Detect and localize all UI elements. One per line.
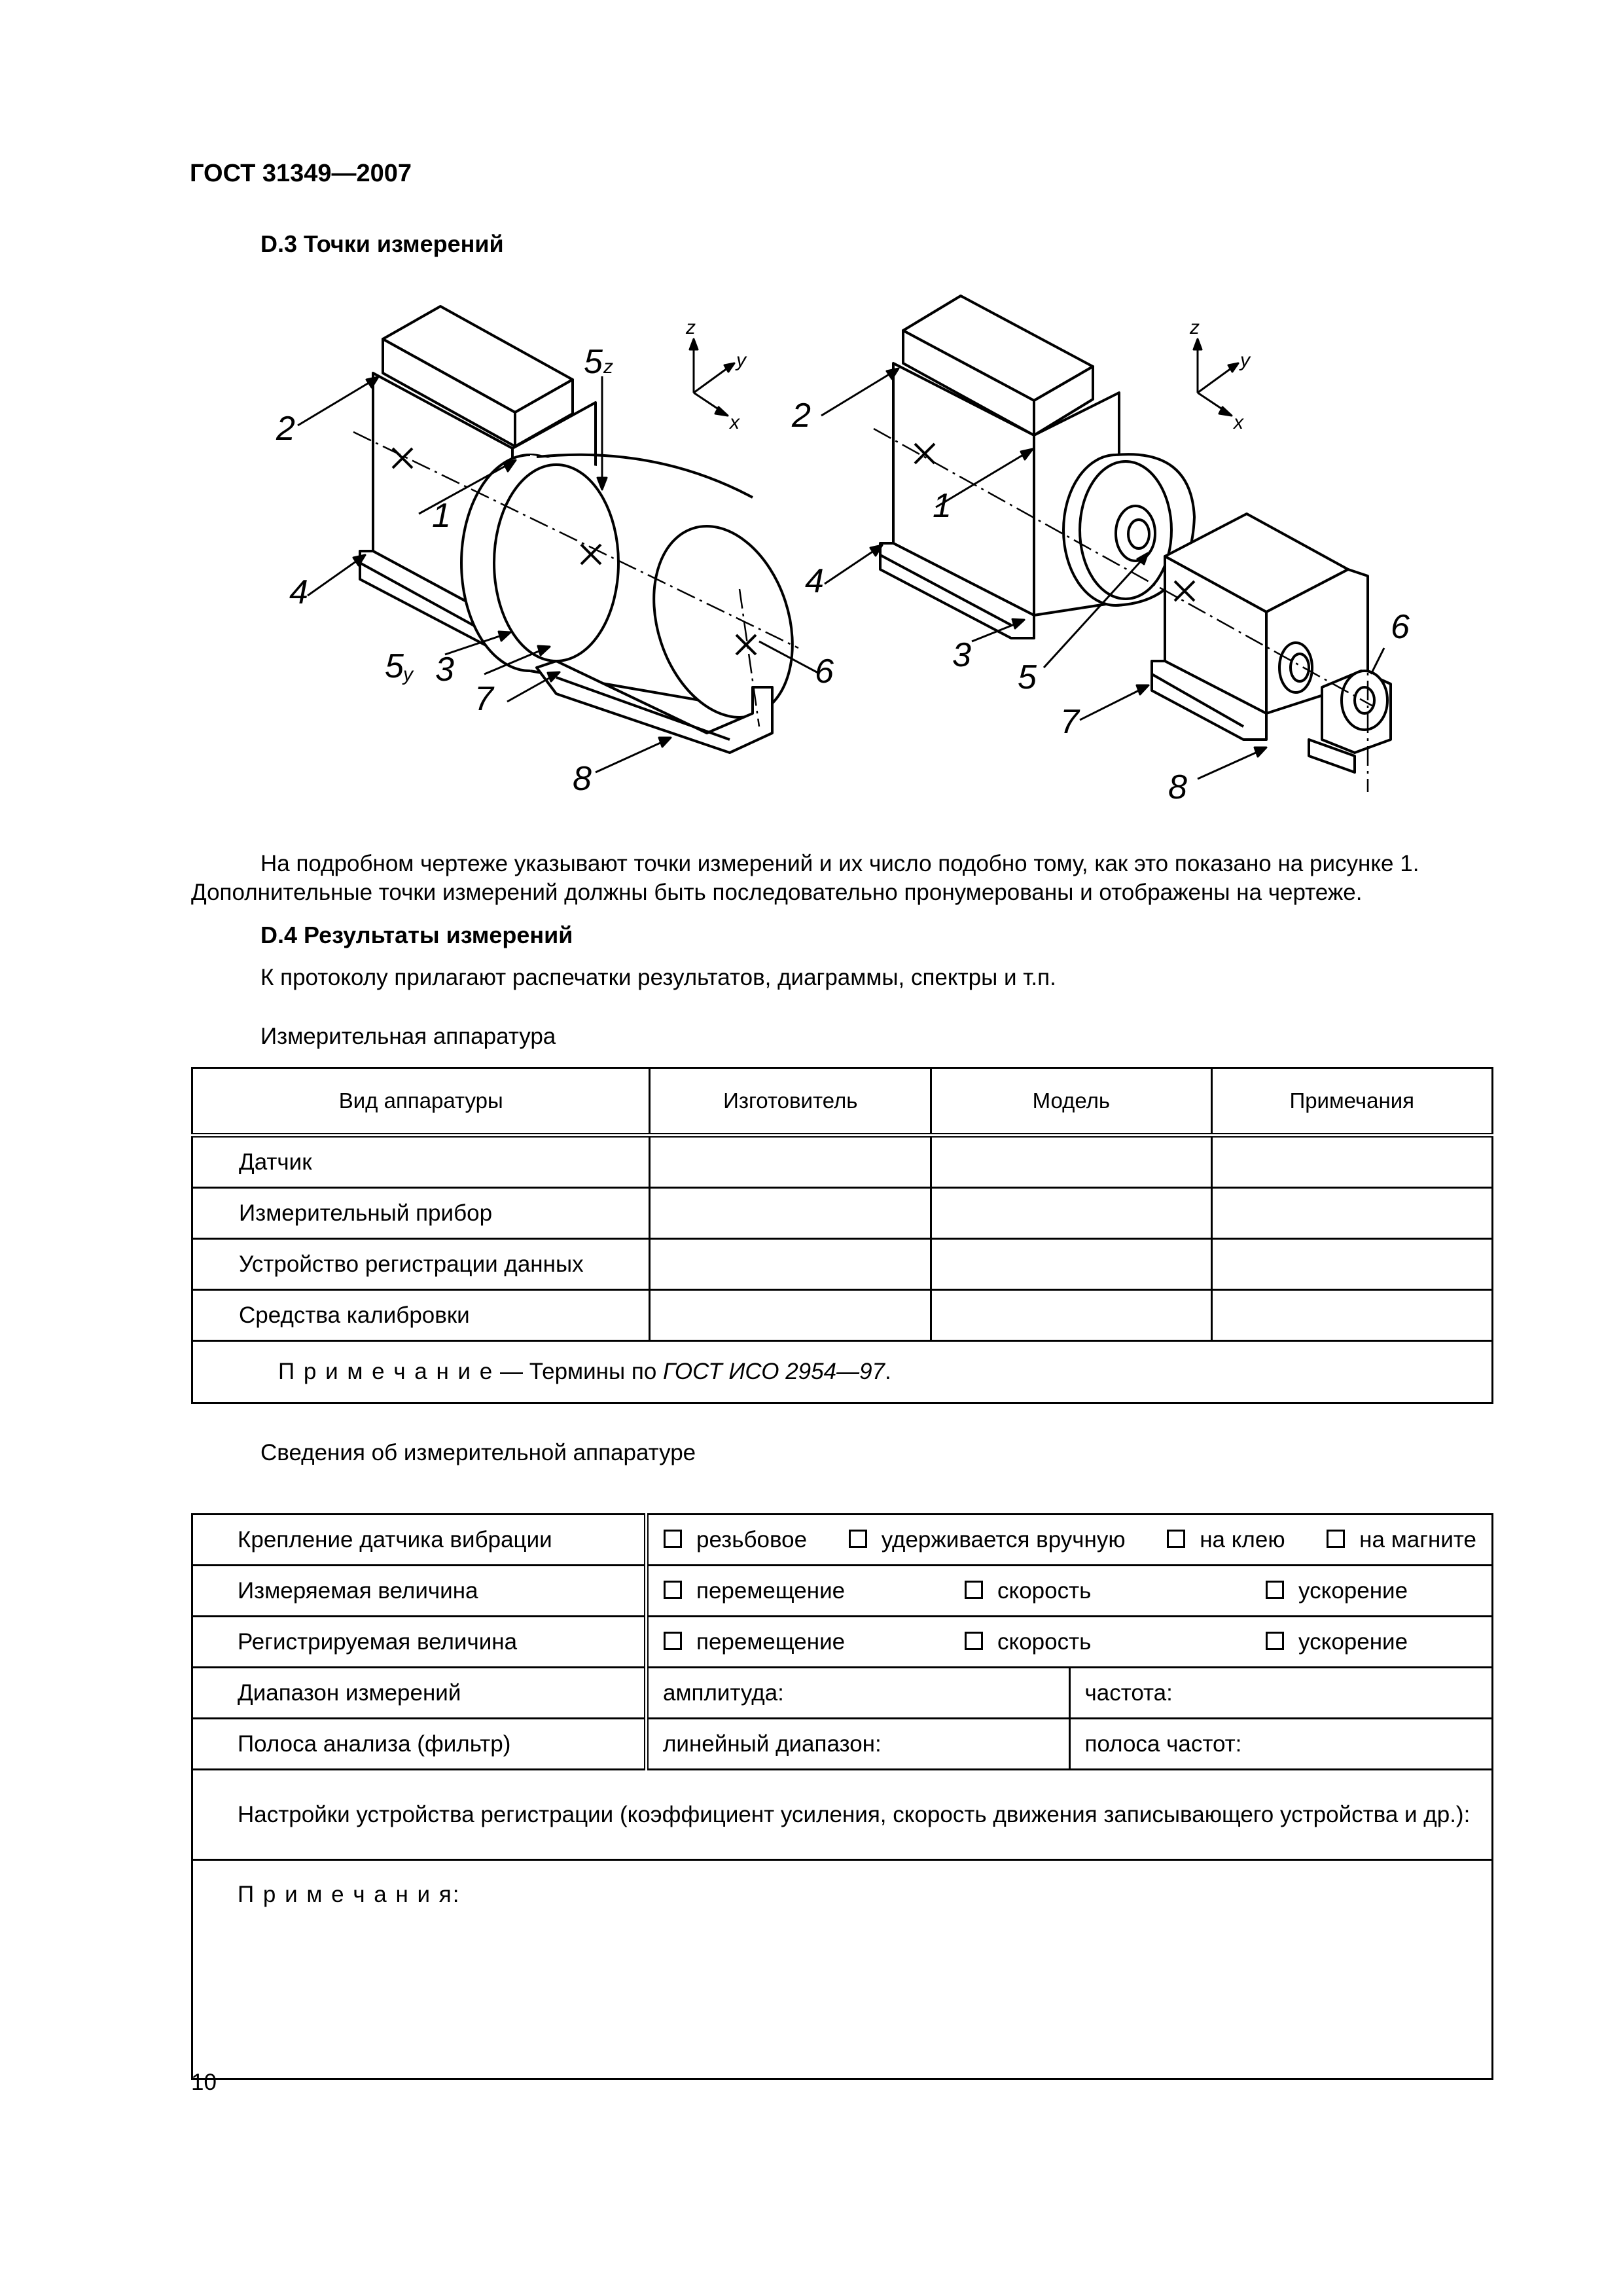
document-header: ГОСТ 31349—2007	[190, 160, 412, 187]
cell-input[interactable]	[1211, 1239, 1492, 1290]
left-label-3: 3	[435, 651, 454, 689]
table-row	[192, 1719, 1493, 1770]
col-header-type: Вид аппаратуры	[192, 1068, 650, 1136]
cell-input[interactable]	[931, 1188, 1211, 1239]
range-amplitude-field[interactable]: амплитуда:	[647, 1668, 1070, 1719]
section-title-d4: D.4 Результаты измерений	[260, 922, 573, 948]
col-header-manufacturer: Изготовитель	[650, 1068, 931, 1136]
right-label-3: 3	[952, 636, 971, 674]
table-row	[192, 1239, 1493, 1290]
note-dash: — Термины по	[493, 1359, 664, 1384]
cell-input[interactable]	[931, 1136, 1211, 1188]
left-label-5z: 5	[584, 343, 603, 381]
mount-label: Крепление датчика вибрации	[192, 1515, 647, 1566]
right-axis-y: y	[1240, 350, 1250, 371]
table-row	[192, 1136, 1493, 1188]
checkbox-icon[interactable]	[965, 1581, 983, 1599]
measured-label: Измеряемая величина	[192, 1566, 647, 1617]
checkbox-icon[interactable]	[664, 1530, 682, 1548]
left-label-5z-sub: z	[603, 356, 613, 378]
cell-input[interactable]	[1211, 1136, 1492, 1188]
band-frequency-field[interactable]: полоса частот:	[1069, 1719, 1493, 1770]
cell-input[interactable]	[1211, 1290, 1492, 1341]
note-end: .	[885, 1359, 891, 1384]
checkbox-icon[interactable]	[1266, 1581, 1284, 1599]
cell-input[interactable]	[650, 1239, 931, 1290]
cell-input[interactable]	[650, 1188, 931, 1239]
left-label-8: 8	[573, 760, 592, 798]
recorded-option-displacement[interactable]: перемещение	[664, 1629, 965, 1655]
right-label-5: 5	[1018, 658, 1037, 696]
table-row	[192, 1668, 1493, 1719]
notes-field[interactable]	[192, 1860, 1493, 2079]
col-header-model: Модель	[931, 1068, 1211, 1136]
mount-option-handheld[interactable]: удерживается вручную	[849, 1527, 1126, 1553]
cell-input[interactable]	[650, 1290, 931, 1341]
table-row	[192, 1617, 1493, 1668]
equipment-table	[191, 1067, 1493, 1404]
left-axis-z: z	[686, 317, 696, 338]
recorded-option-acceleration[interactable]: ускорение	[1266, 1629, 1408, 1655]
left-label-5y: 5	[385, 647, 404, 685]
right-axis-z: z	[1190, 317, 1200, 338]
left-axis-y: y	[736, 350, 746, 371]
note-label: П р и м е ч а н и е	[278, 1359, 494, 1384]
row-label-sensor: Датчик	[192, 1136, 650, 1188]
cell-input[interactable]	[1211, 1188, 1492, 1239]
mount-option-threaded[interactable]: резьбовое	[664, 1527, 807, 1553]
recorded-option-velocity[interactable]: скорость	[965, 1629, 1266, 1655]
recorded-label: Регистрируемая величина	[192, 1617, 647, 1668]
band-label: Полоса анализа (фильтр)	[192, 1719, 647, 1770]
left-machine-drawing	[298, 306, 818, 772]
paragraph-d4: К протоколу прилагают распечатки результатов, диаграммы, спектры и т.п.	[260, 965, 1056, 990]
page-number: 10	[191, 2070, 217, 2095]
left-axis-x: x	[730, 412, 740, 433]
right-label-6: 6	[1391, 608, 1410, 646]
left-label-5y-sub: y	[403, 664, 413, 685]
table-row	[192, 1515, 1493, 1566]
checkbox-icon[interactable]	[1167, 1530, 1185, 1548]
right-label-4: 4	[805, 562, 824, 600]
table-row	[192, 1860, 1493, 2079]
left-label-4: 4	[289, 573, 308, 611]
cell-input[interactable]	[931, 1239, 1211, 1290]
note-reference: ГОСТ ИСО 2954—97	[663, 1359, 885, 1384]
range-frequency-field[interactable]: частота:	[1069, 1668, 1493, 1719]
settings-field[interactable]: Настройки устройства регистрации (коэффициент усиления, скорость движения записывающего устройства и др.):	[192, 1770, 1493, 1860]
row-label-recorder: Устройство регистрации данных	[192, 1239, 650, 1290]
cell-input[interactable]	[931, 1290, 1211, 1341]
range-label: Диапазон измерений	[192, 1668, 647, 1719]
table-note	[192, 1341, 1493, 1403]
right-label-7: 7	[1060, 703, 1079, 741]
checkbox-icon[interactable]	[1327, 1530, 1345, 1548]
table-row	[192, 1290, 1493, 1341]
mount-option-glue[interactable]: на клею	[1167, 1527, 1285, 1553]
checkbox-icon[interactable]	[664, 1581, 682, 1599]
notes-label: П р и м е ч а н и я:	[238, 1882, 461, 1907]
row-label-instrument: Измерительный прибор	[192, 1188, 650, 1239]
right-axis-x: x	[1234, 412, 1243, 433]
right-label-2: 2	[792, 397, 811, 435]
left-label-7: 7	[474, 680, 493, 718]
left-label-1: 1	[432, 497, 451, 535]
right-label-1: 1	[933, 487, 952, 525]
right-label-8: 8	[1168, 768, 1187, 806]
measurement-points-figure	[249, 281, 1492, 831]
paragraph-d3: На подробном чертеже указывают точки измерений и их число подобно тому, как это показано на рисунке 1.	[260, 851, 1419, 876]
col-header-notes: Примечания	[1211, 1068, 1492, 1136]
left-label-6: 6	[815, 653, 834, 691]
right-machine-drawing	[821, 296, 1391, 792]
checkbox-icon[interactable]	[664, 1632, 682, 1650]
table-row	[192, 1188, 1493, 1239]
checkbox-icon[interactable]	[965, 1632, 983, 1650]
mount-option-magnet[interactable]: на магните	[1327, 1527, 1476, 1553]
checkbox-icon[interactable]	[849, 1530, 867, 1548]
measured-option-velocity[interactable]: скорость	[965, 1578, 1266, 1604]
cell-input[interactable]	[650, 1136, 931, 1188]
checkbox-icon[interactable]	[1266, 1632, 1284, 1650]
left-label-2: 2	[276, 410, 295, 448]
table-row	[192, 1566, 1493, 1617]
equipment-table-caption: Измерительная аппаратура	[260, 1024, 556, 1049]
row-label-calibration: Средства калибровки	[192, 1290, 650, 1341]
section-title-d3: D.3 Точки измерений	[260, 230, 504, 257]
measured-option-displacement[interactable]: перемещение	[664, 1578, 965, 1604]
info-table-caption: Сведения об измерительной аппаратуре	[260, 1440, 696, 1465]
equipment-info-table	[191, 1513, 1493, 2080]
table-row	[192, 1770, 1493, 1860]
paragraph-d3-continued: Дополнительные точки измерений должны быть последовательно пронумерованы и отображены на чертеже.	[191, 880, 1363, 905]
band-linear-field[interactable]: линейный диапазон:	[647, 1719, 1070, 1770]
measured-option-acceleration[interactable]: ускорение	[1266, 1578, 1408, 1604]
